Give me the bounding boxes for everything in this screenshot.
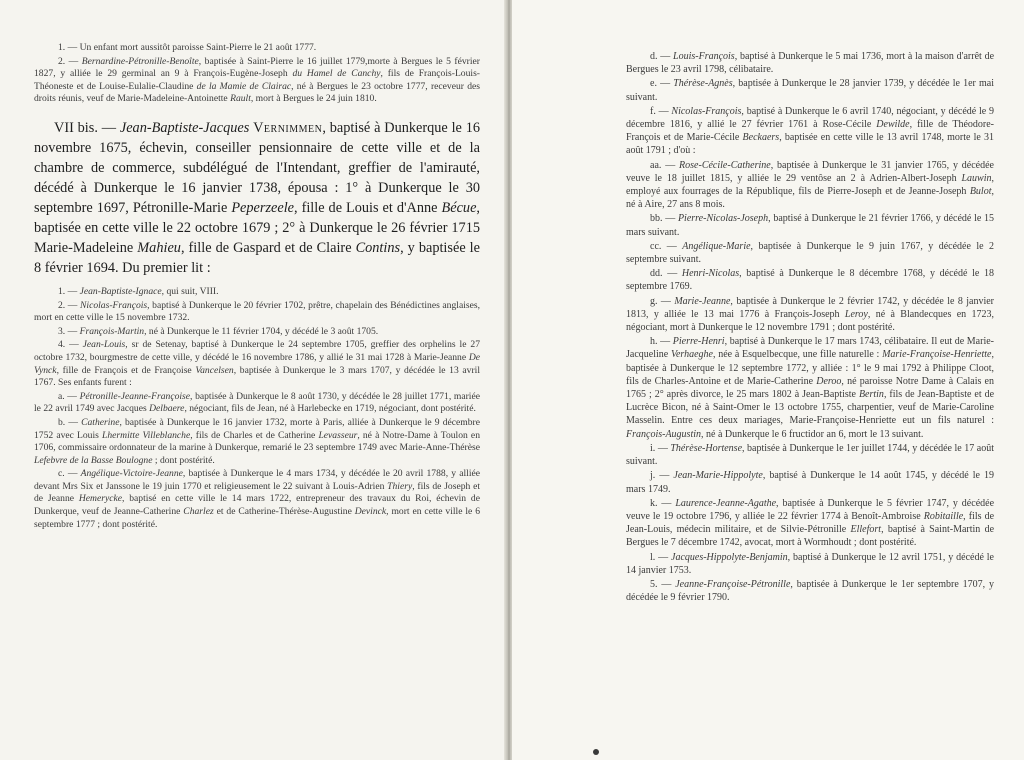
child-1: 1. — Jean-Baptiste-Ignace, qui suit, VIII. [58,285,219,297]
entry-g: g. — Marie-Jeanne, baptisée à Dunkerque le 2 février 1742, y décédée le 8 janvier 1813, y alliée le 13 mai 1776 à François-Joseph Leroy, né à Blandecques en 1723, négociant, mort à Dunkerque le 12 novembre 1791 ; dont postérité. [626,295,995,334]
child-4: 4. — Jean-Louis, sr de Setenay, baptisé à Dunkerque le 24 septembre 1705, greffier des orphelins le 27 octobre 1732, bourgmestre de cette ville, y décédé le 16 novembre 1786, y allié le 31 mai 1728 à Marie-Jeanne De Vynck, fille de François et de Françoise Vancelsen, baptisée à Dunkerque le 3 mars 1707, y décédée le 13 avril 1767. Ses enfants furent : [34,339,480,389]
child-2: 2. — Nicolas-François, baptisé à Dunkerque le 20 février 1702, prêtre, chapelain des Bénédictines anglaises, mort en cette ville le 15 novembre 1732. [34,299,480,324]
entry-d: d. — Louis-François, baptisé à Dunkerque le 5 mai 1736, mort à la maison d'arrêt de Bergues le 23 avril 1798, célibataire. [626,51,995,76]
entry-cc: cc. — Angélique-Marie, baptisée à Dunkerque le 9 juin 1767, y décédée le 2 septembre suivant. [626,240,994,266]
entry-aa: aa. — Rose-Cécile-Catherine, baptisée à Dunkerque le 31 janvier 1765, y décédée veuve le 18 juillet 1815, y alliée le 29 ventôse an 2 à Adrien-Albert-Joseph Lauwin, employé aux fourrages de la République, fils de Pierre-Joseph et de Jeanne-Joseph Bulot, né à Aire, 27 ans 8 mois. [626,159,994,211]
lead-paragraph-vii-bis: VII bis. — Jean-Baptiste-Jacques Vernimmen, baptisé à Dunkerque le 16 novembre 1675, échevin, conseiller pensionnaire de cette ville et de la chambre de commerce, subdélégué de l'Intendant, greffier de l'amirauté, décédé à Dunkerque le 16 janvier 1738, épousa : 1° à Dunkerque le 30 septembre 1697, Pétronille-Marie Peperzeele, fille de Louis et d'Anne Bécue, baptisée en cette ville le 22 octobre 1679 ; 2° à Dunkerque le 26 février 1715 Marie-Madeleine Mahieu, fille de Gaspard et de Claire Contins, y baptisée le 8 février 1694. Du premier lit : [34,119,481,276]
entry-l: l. — Jacques-Hippolyte-Benjamin, baptisé à Dunkerque le 12 avril 1751, y décédé le 14 janvier 1753. [626,551,994,576]
entry-k: k. — Laurence-Jeanne-Agathe, baptisée à Dunkerque le 5 février 1747, y décédée veuve le 19 octobre 1796, y alliée le 22 février 1774 à Benoît-Ambroise Robitaille, fils de Jean-Louis, médecin militaire, et de Silvie-Pétronille Ellefort, baptisé à Saint-Martin de Bergues le 7 décembre 1742, avocat, mort à Wormhoudt ; dont postérité. [626,497,995,549]
entry-h: h. — Pierre-Henri, baptisé à Dunkerque le 17 mars 1743, célibataire. Il eut de Marie-Jacqueline Verhaeghe, née à Esquelbecque, une fille naturelle : Marie-Françoise-Henriette, baptisée à Dunkerque le 12 septembre 1772, y alliée : 1° le 9 mai 1792 à Philippe Cloot, fils de Charles-Antoine et de Marie-Catherine Deroo, né paroisse Notre Dame à Calais en 1765 ; 2° après divorce, le 25 mars 1802 à Jean-Baptiste Bertin, fils de Jean-Baptiste et de Lucrèce Bicon, né à Saint-Omer le 13 octobre 1755, charpentier, veuf de Marie-Caroline Masselin. Entre ces deux mariages, Marie-Françoise-Henriette eut un fils naturel : François-Augustin, né à Dunkerque le 6 fructidor an 6, mort le 13 suivant. [626,336,995,440]
entry-1-stillborn: 1. — Un enfant mort aussitôt paroisse Saint-Pierre le 21 août 1777. [58,42,317,53]
entry-j: j. — Jean-Marie-Hippolyte, baptisé à Dunkerque le 14 août 1745, y décédé le 19 mars 1749. [626,470,994,495]
sub-entry-b: b. — Catherine, baptisée à Dunkerque le 16 janvier 1732, morte à Paris, alliée à Dunkerque le 9 décembre 1752 avec Louis Lhermitte Villeblanche, fils de Charles et de Catherine Levasseur, né à Notre-Dame à Toulon en 1706, commissaire ordonnateur de la marine à Dunkerque, remarié le 23 septembre 1749 avec Marie-Anne-Thérèse Lefebvre de la Basse Boulogne ; dont postérité. [34,416,480,466]
child-3: 3. — François-Martin, né à Dunkerque le 11 février 1704, y décédé le 3 août 1705. [58,325,379,337]
sub-entry-a: a. — Pétronille-Jeanne-Françoise, baptisée à Dunkerque le 8 août 1730, y décédée le 28 juillet 1771, mariée le 22 avril 1749 avec Jacques Delbaere, négociant, fils de Jean, né à Harlebecke en 1719, négociant, dont postérité. [34,390,480,415]
entry-bb: bb. — Pierre-Nicolas-Joseph, baptisé à Dunkerque le 21 février 1766, y décédé le 15 mars suivant. [626,213,995,238]
left-children-list [34,286,480,531]
left-page [0,0,506,760]
left-top-entries [34,42,480,106]
entry-2-bernardine: 2. — Bernardine-Pétronille-Benoîte, baptisée à Saint-Pierre le 16 juillet 1779,morte à Bergues le 5 février 1827, y alliée le 29 germinal an 9 à François-Eugène-Joseph du Hamel de Canchy, fils de François-Louis-Théoneste et de Louise-Eulalie-Claudine de la Mamie de Clairac, né à Bergues le 23 octobre 1777, receveur des droits réunis, veuf de Marie-Madeleine-Antoinette Rault, mort à Bergues le 24 juin 1810. [34,55,480,105]
sub-entry-c: c. — Angélique-Victoire-Jeanne, baptisée à Dunkerque le 4 mars 1734, y décédée le 20 avril 1788, y alliée devant Mrs Six et Janssone le 19 juin 1770 et religieusement le 22 suivant à Louis-Adrien Thiery, fils de Joseph et de Jeanne Hemerycke, baptisé en cette ville le 14 mars 1722, entrepreneur des travaux du Roi, échevin de Dunkerque, veuf de Jeanne-Catherine Charlez et de Catherine-Thérèse-Augustine Devinck, mort en cette ville le 6 septembre 1777 ; dont postérité. [34,468,480,530]
page-mark-dot [593,749,599,755]
child-5: 5. — Jeanne-Françoise-Pétronille, baptisée à Dunkerque le 1er septembre 1707, y décédée le 9 février 1790. [626,578,995,604]
entry-i: i. — Thérèse-Hortense, baptisée à Dunkerque le 1er juillet 1744, y décédée le 17 août suivant. [626,442,995,468]
entry-e: e. — Thérèse-Agnès, baptisée à Dunkerque le 28 janvier 1739, y décédée le 1er mai suivant. [626,78,994,103]
entry-f: f. — Nicolas-François, baptisé à Dunkerque le 6 avril 1740, négociant, y décédé le 9 décembre 1816, y allié le 27 février 1761 à Rose-Cécile Dewilde, fille de Théodore-François et de Marie-Cécile Beckaers, baptisée en cette ville le 13 avril 1748, morte le 31 août 1791 ; d'où : [626,105,994,157]
right-page [512,0,1024,760]
entry-dd: dd. — Henri-Nicolas, baptisé à Dunkerque le 8 décembre 1768, y décédé le 18 septembre 1769. [626,268,994,293]
